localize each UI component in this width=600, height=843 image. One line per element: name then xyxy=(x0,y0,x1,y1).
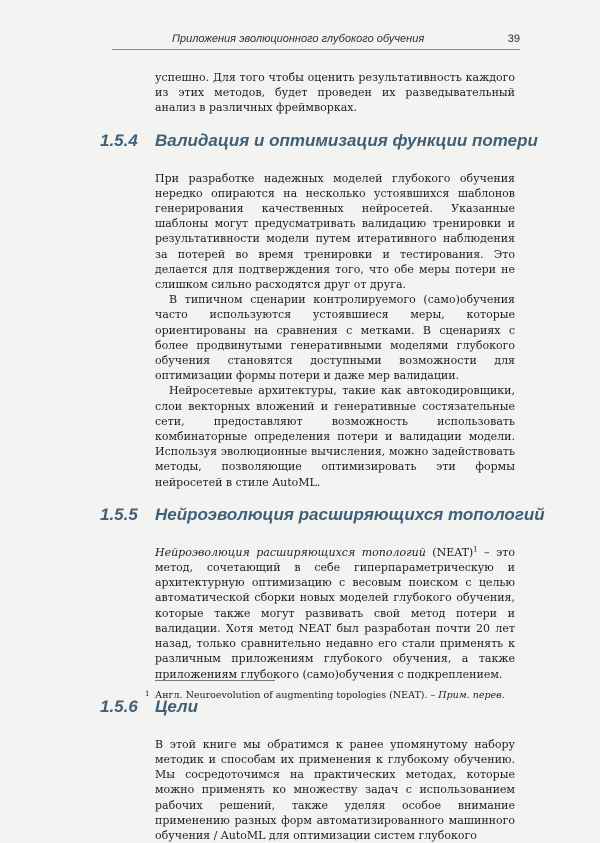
page-number: 39 xyxy=(507,33,520,45)
paragraph: При разработке надежных моделей глубокого обучения нередко опираются на несколько устоявшихся шаблонов генерирования качественных нейросетей. Указанные шаблоны могут предусматривать валидацию тренировки и результативности модели путем итеративного наблюдения за потерей во время тренировки и тестирования. Это делается для подтверждения того, что обе меры потери не слишком сильно расходятся друг от друга. xyxy=(155,171,515,292)
section-number: 1.5.4 xyxy=(100,130,138,150)
footnote-rule xyxy=(155,680,275,681)
section-number: 1.5.6 xyxy=(100,696,138,716)
footnote xyxy=(145,690,535,702)
footnote-mark: 1 xyxy=(145,690,150,698)
running-title: Приложения эволюционного глубокого обучения xyxy=(172,33,425,45)
footnote-reference[interactable]: 1 xyxy=(473,545,478,554)
footnote-translator-note: Прим. перев. xyxy=(438,690,505,701)
running-head xyxy=(112,33,520,50)
paragraph: Нейросетевые архитектуры, такие как автокодировщики, слои векторных вложений и генеративные состязательные сети, предоставляют возможность использовать комбинаторные определения потери и валидации модели. Используя эволюционные вычисления, можно задействовать методы, позволяющие оптимизировать эти формы нейросетей в стиле AutoML. xyxy=(155,384,515,489)
footnote-text: Англ. Neuroevolution of augmenting topologies (NEAT). – xyxy=(155,690,439,701)
section-title: Цели xyxy=(155,696,199,716)
neat-abbr: (NEAT) xyxy=(425,545,474,559)
neat-description: – это метод, сочетающий в себе гиперпараметрическую и архитектурную оптимизацию с весовым поиском с целью автоматической сборки новых моделей глубокого обучения, которые также могут развивать свой метод потери и валидации. Хотя метод NEAT был разработан почти 20 лет назад, только сравнительно недавно его стали применять к различным приложениям глубокого обучения, а также приложениям глубокого (само)обучения с подкреплением. xyxy=(155,545,515,681)
section-title: Валидация и оптимизация функции потери xyxy=(155,130,538,150)
section-number: 1.5.5 xyxy=(100,504,138,524)
page-content xyxy=(100,70,545,843)
section-heading-1-5-4 xyxy=(100,130,538,161)
section-title: Нейроэволюция расширяющихся топологий xyxy=(155,504,545,524)
paragraph: В этой книге мы обратимся к ранее упомянутому набору методик и способам их применения к глубокому обучению. Мы сосредоточимся на практических методах, которые можно применять ко множеству задач с использованием рабочих решений, также уделяя особое внимание применению разных форм автоматизированного машинного обучения / AutoML для оптимизации систем глубокого xyxy=(155,737,515,842)
neat-term: Нейроэволюция расширяющихся топологий xyxy=(155,545,426,559)
paragraph: В типичном сценарии контролируемого (само)обучения часто используются устоявшиеся меры, которые ориентированы на сравнения с метками. В сценариях с более продвинутыми генеративными моделями глубокого обучения становятся доступными возможности для оптимизации формы потери и даже мер валидации. xyxy=(155,293,515,383)
paragraph xyxy=(155,545,515,682)
section-heading-1-5-5 xyxy=(100,504,545,535)
intro-paragraph: успешно. Для того чтобы оценить результативность каждого из этих методов, будет проведен их разведывательный анализ в различных фреймворках. xyxy=(155,71,515,115)
